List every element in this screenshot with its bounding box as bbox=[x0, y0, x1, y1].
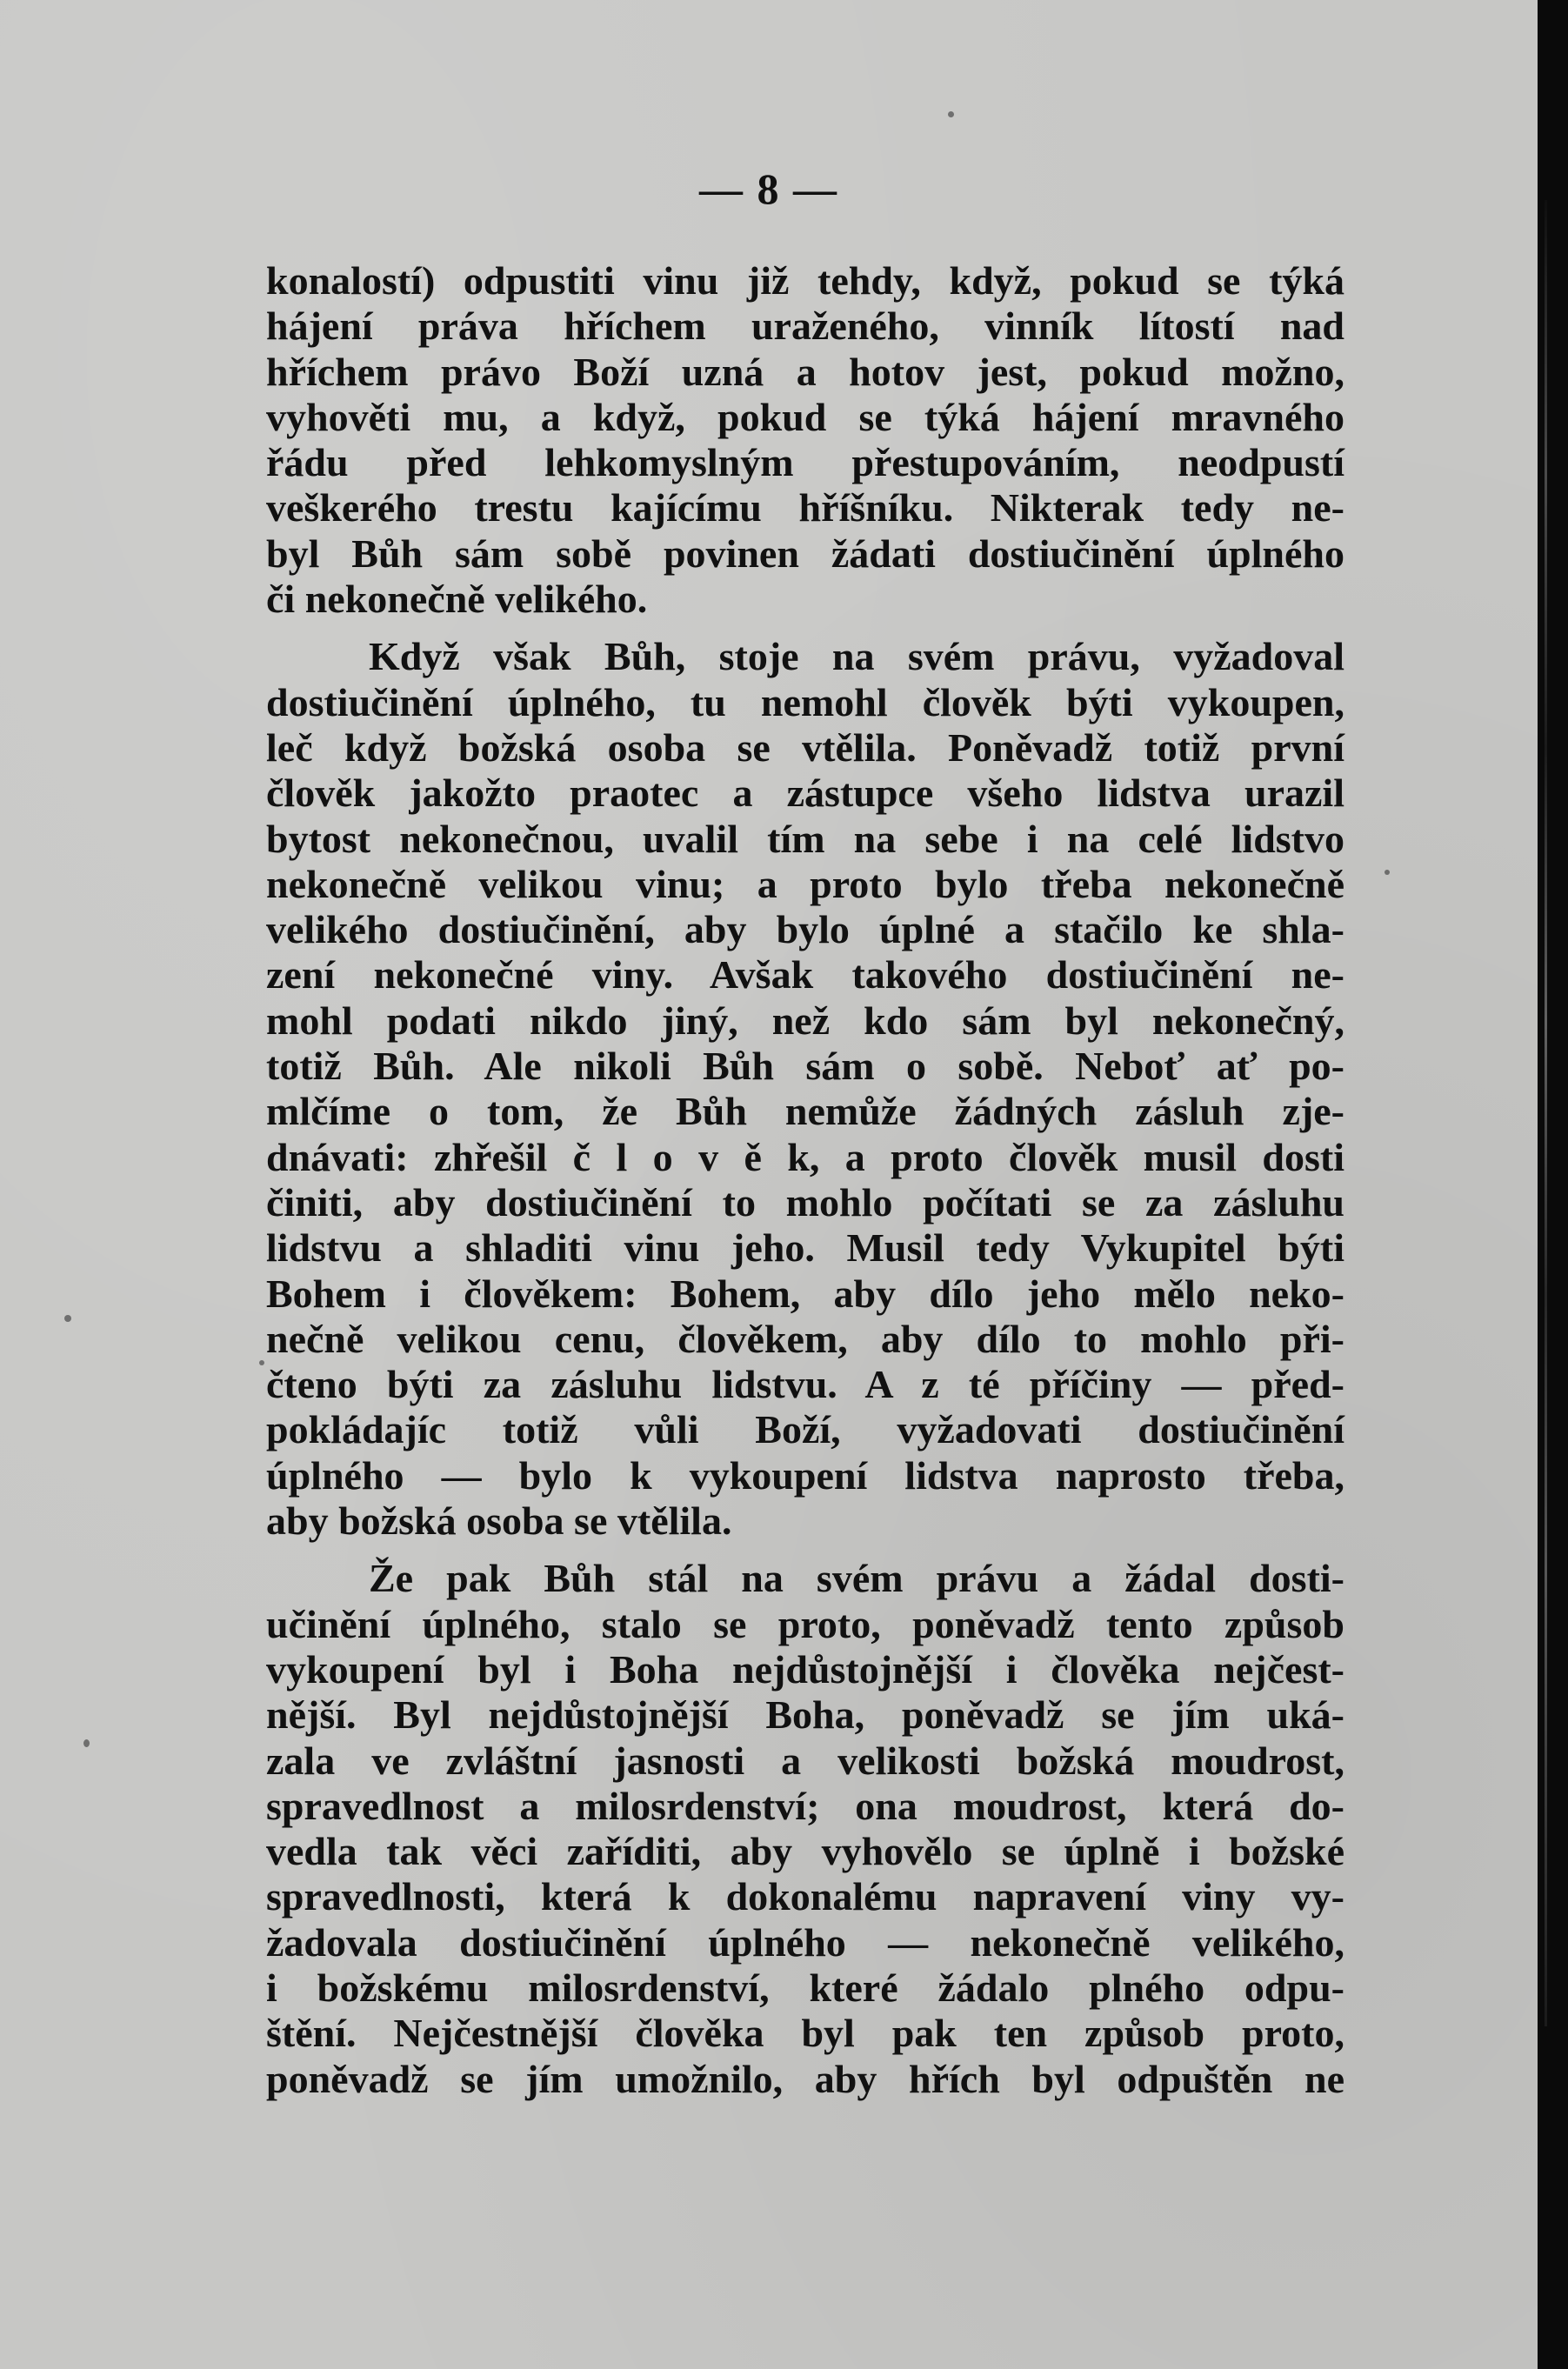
scan-speck bbox=[64, 1315, 71, 1322]
text-line: žadovala dostiučinění úplného — nekonečně velikého, bbox=[266, 1919, 1344, 1965]
text-line: dnávati: zhřešil č l o v ě k, a proto člověk musil dosti bbox=[266, 1134, 1344, 1179]
text-line: konalostí) odpustiti vinu již tehdy, když, pokud se týká bbox=[266, 258, 1344, 303]
text-line: spravedlnosti, která k dokonalému napravení viny vy- bbox=[266, 1874, 1344, 1919]
text-line: mohl podati nikdo jiný, než kdo sám byl nekonečný, bbox=[266, 998, 1344, 1043]
body-text bbox=[266, 258, 1344, 2102]
paragraph-gap bbox=[266, 622, 1344, 634]
text-line: štění. Nejčestnější člověka byl pak ten způsob proto, bbox=[266, 2011, 1344, 2056]
text-line: totiž Bůh. Ale nikoli Bůh sám o sobě. Neboť ať po- bbox=[266, 1044, 1344, 1089]
text-line: zala ve zvláštní jasnosti a velikosti božská moudrost, bbox=[266, 1738, 1344, 1783]
text-line: lidstvu a shladiti vinu jeho. Musil tedy Vykupitel býti bbox=[266, 1225, 1344, 1271]
text-line: Že pak Bůh stál na svém právu a žádal dosti- bbox=[369, 1556, 1344, 1601]
text-line: řádu před lehkomyslným přestupováním, neodpustí bbox=[266, 440, 1344, 485]
text-line: nekonečně velikou vinu; a proto bylo třeba nekonečně bbox=[266, 861, 1344, 906]
text-line: čteno býti za zásluhu lidstvu. A z té příčiny — před- bbox=[266, 1362, 1344, 1407]
scan-edge bbox=[1538, 0, 1568, 2369]
text-line: Když však Bůh, stoje na svém právu, vyžadoval bbox=[369, 634, 1344, 679]
text-line: leč když božská osoba se vtělila. Poněvadž totiž první bbox=[266, 724, 1344, 770]
scan-speck bbox=[948, 111, 954, 117]
text-line: i božskému milosrdenství, které žádalo plného odpu- bbox=[266, 1965, 1344, 2010]
text-line: hříchem právo Boží uzná a hotov jest, pokud možno, bbox=[266, 349, 1344, 394]
text-line: či nekonečně velikého. bbox=[266, 577, 648, 622]
text-line: aby božská osoba se vtělila. bbox=[266, 1498, 732, 1544]
text-line: pokládajíc totiž vůli Boží, vyžadovati dostiučinění bbox=[266, 1407, 1344, 1452]
text-line: velikého dostiučinění, aby bylo úplné a stačilo ke shla- bbox=[266, 907, 1344, 952]
text-line: veškerého trestu kajícímu hříšníku. Nikterak tedy ne- bbox=[266, 485, 1344, 531]
text-line: spravedlnost a milosrdenství; ona moudrost, která do- bbox=[266, 1783, 1344, 1828]
scan-speck bbox=[1385, 870, 1390, 875]
text-line: mlčíme o tom, že Bůh nemůže žádných zásluh zje- bbox=[266, 1089, 1344, 1134]
text-line: činiti, aby dostiučinění to mohlo počítati se za zásluhu bbox=[266, 1179, 1344, 1225]
paragraph-gap bbox=[266, 1544, 1344, 1556]
text-line: byl Bůh sám sobě povinen žádati dostiučinění úplného bbox=[266, 531, 1344, 576]
scan-speck bbox=[83, 1739, 90, 1747]
text-line: nečně velikou cenu, člověkem, aby dílo to mohlo při- bbox=[266, 1316, 1344, 1361]
text-line: dostiučinění úplného, tu nemohl člověk býti vykoupen, bbox=[266, 679, 1344, 724]
text-line: hájení práva hříchem uraženého, vinník lítostí nad bbox=[266, 304, 1344, 349]
binding-edge bbox=[1545, 200, 1547, 2026]
text-line: zení nekonečné viny. Avšak takového dostiučinění ne- bbox=[266, 952, 1344, 998]
text-line: učinění úplného, stalo se proto, poněvadž tento způsob bbox=[266, 1601, 1344, 1646]
paragraph-2 bbox=[266, 634, 1344, 1544]
text-line: poněvadž se jím umožnilo, aby hřích byl odpuštěn ne bbox=[266, 2056, 1344, 2101]
text-line: bytost nekonečnou, uvalil tím na sebe i na celé lidstvo bbox=[266, 816, 1344, 861]
page-number: — 8 — bbox=[699, 164, 838, 213]
text-line: úplného — bylo k vykoupení lidstva naprosto třeba, bbox=[266, 1452, 1344, 1498]
scan-speck bbox=[259, 1360, 264, 1365]
paragraph-3 bbox=[266, 1556, 1344, 2102]
paragraph-1 bbox=[266, 258, 1344, 622]
text-line: člověk jakožto praotec a zástupce všeho lidstva urazil bbox=[266, 771, 1344, 816]
text-line: vedla tak věci zaříditi, aby vyhovělo se úplně i božské bbox=[266, 1829, 1344, 1874]
text-line: nější. Byl nejdůstojnější Boha, poněvadž se jím uká- bbox=[266, 1692, 1344, 1738]
text-line: vyhověti mu, a když, pokud se týká hájení mravného bbox=[266, 394, 1344, 439]
text-line: vykoupení byl i Boha nejdůstojnější i člověka nejčest- bbox=[266, 1646, 1344, 1692]
text-line: Bohem i člověkem: Bohem, aby dílo jeho mělo neko- bbox=[266, 1271, 1344, 1316]
